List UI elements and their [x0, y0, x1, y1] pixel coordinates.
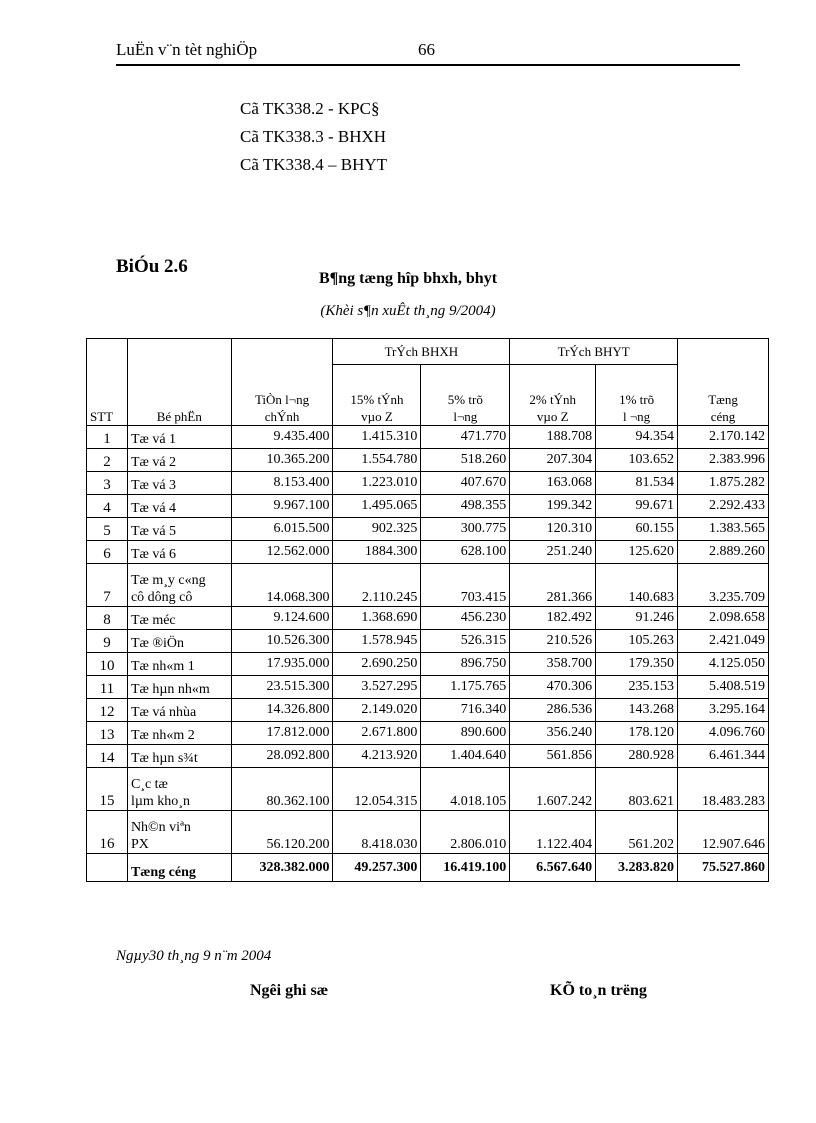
cell-bhyt-2: 210.526: [510, 630, 596, 653]
cell-stt: 9: [87, 630, 128, 653]
cell-bhyt-1: 280.928: [596, 745, 678, 768]
cell-bhyt-2: 251.240: [510, 541, 596, 564]
summary-table: [86, 338, 769, 882]
header-title: LuËn v¨n tèt nghiÖp: [116, 40, 258, 59]
cell-bhxh-5: 526.315: [421, 630, 510, 653]
department-line: Tæ nh«m 1: [130, 659, 195, 674]
cell-total: 2.098.658: [678, 607, 769, 630]
table-row: [87, 449, 769, 472]
cell-salary: 9.435.400: [231, 426, 333, 449]
cell-bhyt-1: 99.671: [596, 495, 678, 518]
cell-department: [127, 811, 231, 854]
cell-stt: 7: [87, 564, 128, 607]
cell-bhxh-15: 3.527.295: [333, 676, 421, 699]
cell-salary: 17.812.000: [231, 722, 333, 745]
cell-department: [127, 699, 231, 722]
header-bhyt-1: 1% trõ l ¬ng: [596, 365, 678, 426]
cell-department: [127, 607, 231, 630]
cell-bhxh-5: 1.404.640: [421, 745, 510, 768]
cell-total: 2.421.049: [678, 630, 769, 653]
cell-stt: 14: [87, 745, 128, 768]
table-row: [87, 630, 769, 653]
cell-bhxh-5: 300.775: [421, 518, 510, 541]
cell-bhyt-1: 235.153: [596, 676, 678, 699]
cell-total: 18.483.283: [678, 768, 769, 811]
cell-stt: 12: [87, 699, 128, 722]
cell-total: 5.408.519: [678, 676, 769, 699]
department-line: lµm kho¸n: [130, 794, 190, 809]
cell-salary: 8.153.400: [231, 472, 333, 495]
table-row: [87, 653, 769, 676]
cell-stt: 6: [87, 541, 128, 564]
table-subtitle: (Khèi s¶n xuÊt th¸ng 9/2004): [320, 303, 496, 319]
cell-salary: 12.562.000: [231, 541, 333, 564]
total-bhxh-5: 16.419.100: [421, 854, 510, 882]
cell-salary: 14.326.800: [231, 699, 333, 722]
cell-bhxh-15: 2.149.020: [333, 699, 421, 722]
cell-bhxh-15: 2.110.245: [333, 564, 421, 607]
cell-department: [127, 426, 231, 449]
cell-total: 3.295.164: [678, 699, 769, 722]
header-stt: STT: [87, 339, 128, 426]
cell-bhyt-1: 143.268: [596, 699, 678, 722]
department-line: Tæ ®iÖn: [130, 636, 184, 651]
section-label: BiÓu 2.6: [116, 256, 188, 277]
cell-stt: 2: [87, 449, 128, 472]
cell-total: 1.383.565: [678, 518, 769, 541]
cell-total: 2.383.996: [678, 449, 769, 472]
page-number: 66: [418, 40, 435, 59]
total-salary: 328.382.000: [231, 854, 333, 882]
cell-total: 2.170.142: [678, 426, 769, 449]
account-line: Cã TK338.4 – BHYT: [240, 155, 388, 174]
cell-salary: 56.120.200: [231, 811, 333, 854]
cell-bhxh-5: 456.230: [421, 607, 510, 630]
cell-bhyt-2: 1.122.404: [510, 811, 596, 854]
cell-stt: 8: [87, 607, 128, 630]
cell-bhyt-1: 81.534: [596, 472, 678, 495]
account-line: Cã TK338.2 - KPC§: [240, 99, 380, 118]
cell-bhyt-1: 179.350: [596, 653, 678, 676]
cell-bhxh-5: 628.100: [421, 541, 510, 564]
cell-bhyt-2: 561.856: [510, 745, 596, 768]
cell-total: 4.125.050: [678, 653, 769, 676]
cell-department: [127, 564, 231, 607]
cell-bhxh-5: 716.340: [421, 699, 510, 722]
cell-stt: 4: [87, 495, 128, 518]
cell-salary: 28.092.800: [231, 745, 333, 768]
table-row: [87, 811, 769, 854]
footer-date: Ngµy30 th¸ng 9 n¨m 2004: [116, 948, 272, 964]
cell-bhxh-5: 896.750: [421, 653, 510, 676]
table-row: [87, 745, 769, 768]
cell-total: 1.875.282: [678, 472, 769, 495]
cell-stt: 11: [87, 676, 128, 699]
cell-salary: 23.515.300: [231, 676, 333, 699]
total-label: Tæng céng: [127, 854, 231, 882]
table-row: [87, 607, 769, 630]
cell-bhxh-5: 518.260: [421, 449, 510, 472]
cell-bhyt-1: 105.263: [596, 630, 678, 653]
cell-stt: [87, 854, 128, 882]
cell-bhxh-5: 498.355: [421, 495, 510, 518]
cell-bhxh-15: 1.578.945: [333, 630, 421, 653]
department-line: PX: [130, 837, 149, 852]
cell-bhyt-2: 286.536: [510, 699, 596, 722]
total-total: 75.527.860: [678, 854, 769, 882]
cell-bhxh-15: 4.213.920: [333, 745, 421, 768]
cell-bhxh-15: 2.690.250: [333, 653, 421, 676]
header-group-bhyt: TrÝch BHYT: [510, 339, 678, 365]
header-total: Tæng céng: [678, 339, 769, 426]
cell-salary: 9.967.100: [231, 495, 333, 518]
table-row: [87, 676, 769, 699]
header-bhyt-2: 2% tÝnh vµo Z: [510, 365, 596, 426]
cell-bhyt-1: 94.354: [596, 426, 678, 449]
department-line: C¸c tæ: [130, 777, 168, 792]
header-bhxh-5: 5% trõ l¬ng: [421, 365, 510, 426]
department-line: Tæ vá 4: [130, 501, 177, 516]
table-row: [87, 472, 769, 495]
cell-department: [127, 745, 231, 768]
table-row: [87, 518, 769, 541]
cell-department: [127, 630, 231, 653]
signer-left: Ngêi ghi sæ: [250, 982, 329, 999]
cell-stt: 1: [87, 426, 128, 449]
cell-department: [127, 653, 231, 676]
cell-salary: 10.365.200: [231, 449, 333, 472]
cell-bhyt-2: 188.708: [510, 426, 596, 449]
cell-bhxh-15: 1.223.010: [333, 472, 421, 495]
cell-bhxh-5: 471.770: [421, 426, 510, 449]
cell-bhxh-15: 902.325: [333, 518, 421, 541]
header-bhxh-15: 15% tÝnh vµo Z: [333, 365, 421, 426]
total-row: [87, 854, 769, 882]
cell-bhyt-2: 163.068: [510, 472, 596, 495]
cell-stt: 15: [87, 768, 128, 811]
cell-total: 4.096.760: [678, 722, 769, 745]
cell-bhyt-2: 358.700: [510, 653, 596, 676]
cell-bhxh-5: 1.175.765: [421, 676, 510, 699]
cell-salary: 14.068.300: [231, 564, 333, 607]
cell-bhyt-1: 103.652: [596, 449, 678, 472]
cell-salary: 17.935.000: [231, 653, 333, 676]
cell-total: 2.889.260: [678, 541, 769, 564]
table-title: B¶ng tæng hîp bhxh, bhyt: [318, 270, 498, 287]
cell-department: [127, 495, 231, 518]
cell-bhyt-2: 182.492: [510, 607, 596, 630]
cell-bhxh-5: 2.806.010: [421, 811, 510, 854]
header-salary: TiÒn l¬ng chÝnh: [231, 339, 333, 426]
cell-bhxh-15: 1.495.065: [333, 495, 421, 518]
cell-bhyt-1: 178.120: [596, 722, 678, 745]
cell-bhxh-15: 8.418.030: [333, 811, 421, 854]
cell-bhxh-15: 12.054.315: [333, 768, 421, 811]
department-line: Tæ hµn nh«m: [130, 682, 210, 697]
cell-stt: 16: [87, 811, 128, 854]
cell-stt: 3: [87, 472, 128, 495]
page-header: [116, 38, 740, 66]
total-bhxh-15: 49.257.300: [333, 854, 421, 882]
account-lines: [240, 95, 387, 179]
department-line: Tæ m¸y c«ng: [130, 573, 206, 588]
cell-bhyt-2: 356.240: [510, 722, 596, 745]
header-department: Bé phËn: [127, 339, 231, 426]
signer-right: KÕ to¸n trëng: [550, 982, 647, 999]
department-line: Tæ vá 1: [130, 432, 177, 447]
cell-bhxh-15: 1.368.690: [333, 607, 421, 630]
department-line: cô dông cô: [130, 590, 193, 605]
cell-bhyt-2: 281.366: [510, 564, 596, 607]
cell-bhyt-2: 470.306: [510, 676, 596, 699]
cell-salary: 10.526.300: [231, 630, 333, 653]
department-line: Tæ vá 3: [130, 478, 177, 493]
cell-bhxh-5: 890.600: [421, 722, 510, 745]
department-line: Nh©n viªn: [130, 820, 191, 835]
cell-department: [127, 518, 231, 541]
cell-bhyt-2: 199.342: [510, 495, 596, 518]
cell-bhxh-15: 1.554.780: [333, 449, 421, 472]
table-row: [87, 564, 769, 607]
cell-bhxh-5: 4.018.105: [421, 768, 510, 811]
cell-total: 2.292.433: [678, 495, 769, 518]
header-group-bhxh: TrÝch BHXH: [333, 339, 510, 365]
cell-department: [127, 541, 231, 564]
department-line: Tæ vá nhùa: [130, 705, 197, 720]
cell-stt: 13: [87, 722, 128, 745]
cell-stt: 10: [87, 653, 128, 676]
table-row: [87, 426, 769, 449]
department-line: Tæ vá 2: [130, 455, 177, 470]
department-line: Tæ nh«m 2: [130, 728, 195, 743]
account-line: Cã TK338.3 - BHXH: [240, 127, 387, 146]
table-row: [87, 541, 769, 564]
department-line: Tæ hµn s¾t: [130, 751, 198, 766]
department-line: Tæ vá 5: [130, 524, 177, 539]
table-row: [87, 722, 769, 745]
total-bhyt-1: 3.283.820: [596, 854, 678, 882]
cell-bhyt-1: 561.202: [596, 811, 678, 854]
total-bhyt-2: 6.567.640: [510, 854, 596, 882]
cell-bhyt-2: 1.607.242: [510, 768, 596, 811]
cell-department: [127, 722, 231, 745]
cell-bhxh-5: 407.670: [421, 472, 510, 495]
cell-bhyt-1: 91.246: [596, 607, 678, 630]
cell-salary: 9.124.600: [231, 607, 333, 630]
cell-total: 3.235.709: [678, 564, 769, 607]
cell-bhxh-15: 1884.300: [333, 541, 421, 564]
department-line: Tæ vá 6: [130, 547, 177, 562]
table-row: [87, 768, 769, 811]
cell-bhyt-1: 125.620: [596, 541, 678, 564]
cell-bhyt-2: 207.304: [510, 449, 596, 472]
table-row: [87, 495, 769, 518]
table-row: [87, 699, 769, 722]
cell-salary: 80.362.100: [231, 768, 333, 811]
department-line: Tæ méc: [130, 613, 176, 628]
cell-bhxh-15: 2.671.800: [333, 722, 421, 745]
cell-total: 12.907.646: [678, 811, 769, 854]
cell-salary: 6.015.500: [231, 518, 333, 541]
cell-department: [127, 472, 231, 495]
cell-bhyt-1: 60.155: [596, 518, 678, 541]
cell-total: 6.461.344: [678, 745, 769, 768]
cell-department: [127, 676, 231, 699]
cell-stt: 5: [87, 518, 128, 541]
cell-bhxh-5: 703.415: [421, 564, 510, 607]
cell-department: [127, 768, 231, 811]
cell-department: [127, 449, 231, 472]
cell-bhyt-2: 120.310: [510, 518, 596, 541]
cell-bhxh-15: 1.415.310: [333, 426, 421, 449]
cell-bhyt-1: 803.621: [596, 768, 678, 811]
cell-bhyt-1: 140.683: [596, 564, 678, 607]
